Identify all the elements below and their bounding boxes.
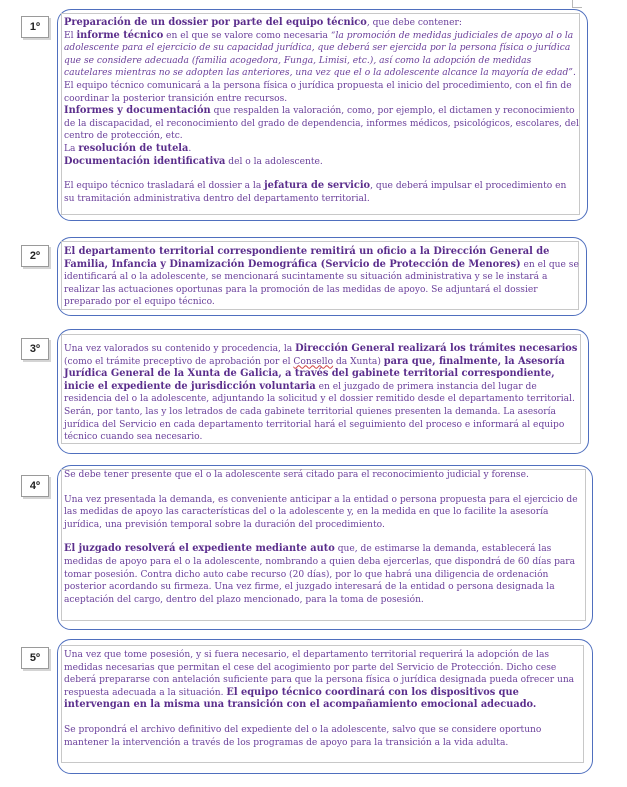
juzgado-paragraph: El juzgado resolverá el expediente mediante auto que, de estimarse la demanda, establecerá las medidas de apoyo para el o la adolescente, nombrando a quien deba ejercerlas, que dispondrá de 60 días para tomar posesión. Contra dicho auto cabe recurso (20 días), por lo que habrá una diligencia de ordenación posterior acordando su firmeza. Una vez firme, el juzgado interesará de la entidad o persona designada la aceptación del cargo, dentro del plazo mencionado, para la toma de posesión. bbox=[64, 543, 576, 605]
toma-posesion-paragraph: Una vez que tome posesión, y si fuera necesario, el departamento territorial requerirá la adopción de las medidas necesarias que permitan el cese del acogimiento por parte del Servicio de Protección. Dicho cese deberá prepararse con antelación suficiente para que la persona física o jurídica designada pueda ofrecer una respuesta adecuada a la situación. El equipo técnico coordinará con los dispositivos que intervengan en la misma una transición con el acompañamiento emocional adecuado. bbox=[64, 650, 575, 711]
informe-tecnico-paragraph: El informe técnico en el que se valore como necesaria “la promoción de medidas judiciales de apoyo al o la adolescente para el ejercicio de su capacidad jurídica, que deberá ser ejercida por la persona física o jurídica que se considere adecuada (familia acogedora, Funga, Limisi, etc.), así como la adopción de medidas cautelares mientras no se adopten las anteriores, una vez que el o la adolescente alcance la mayoría de edad”. El equipo técnico comunicará a la persona física o jurídica propuesta el inicio del procedimiento, con el fin de coordinar la posterior transición entre recursos. bbox=[64, 29, 576, 104]
tutela-paragraph: La resolución de tutela. bbox=[64, 142, 192, 154]
step-2-number: 2º bbox=[21, 245, 49, 267]
demanda-paragraph: Una vez presentada la demanda, es conveniente anticipar a la entidad o persona propuesta para el ejercicio de las medidas de apoyo las características del o la adolescente y, en la medida en que lo facilite la asesoría jurídica, una previsión temporal sobre la duración del procedimiento. bbox=[64, 494, 578, 530]
informes-paragraph: Informes y documentación que respalden la valoración, como, por ejemplo, el dictamen y reconocimiento de la discapacidad, el reconocimiento del grado de dependencia, informes médicos, psicológicos, escolares, del centro de protección, etc. bbox=[64, 105, 579, 142]
step-1-number: 1º bbox=[21, 16, 49, 38]
citacion-paragraph: Se debe tener presente que el o la adolescente será citado para el reconocimiento judicial y forense. bbox=[64, 470, 529, 480]
step-3-number: 3º bbox=[21, 338, 49, 360]
step-5-text bbox=[64, 649, 582, 749]
traslado-paragraph: El equipo técnico trasladará el dossier a la jefatura de servicio, que deberá impulsar el procedimiento en su tramitación administrativa dentro del departamento territorial. bbox=[64, 180, 567, 204]
page-corner-mark bbox=[572, 7, 582, 8]
archivo-paragraph: Se propondrá el archivo definitivo del expediente del o la adolescente, salvo que se considere oportuno mantener la intervención a través de los programas de apoyo para la transición a la vida adulta. bbox=[64, 724, 542, 748]
step-4-text bbox=[64, 469, 586, 606]
step-4-number: 4º bbox=[21, 475, 49, 497]
dossier-heading: Preparación de un dossier por parte del equipo técnico, que debe contener: bbox=[64, 17, 462, 28]
documentacion-paragraph: Documentación identificativa del o la adolescente. bbox=[64, 155, 323, 167]
step-3-text: Una vez valorados su contenido y procedencia, la Dirección General realizará los trámites necesarios (como el trámite preceptivo de aprobación por el Consello da Xunta) para que, finalmente, la Asesoría Jurídica General de la Xunta de Galicia, a través del gabinete territorial correspondiente, inicie el expediente de jurisdicción voluntaria en el juzgado de primera instancia del lugar de residencia del o la adolescente, adjuntando la solicitud y el dossier remitido desde el departamento territorial. Serán, por tanto, las y los letrados de cada gabinete territorial quienes presenten la demanda. La asesoría jurídica del Servicio en cada departamento territorial hará el seguimiento del proceso e informará al equipo técnico cuando sea necesario. bbox=[64, 343, 578, 443]
step-1-text bbox=[64, 17, 579, 205]
step-5-number: 5º bbox=[21, 647, 49, 669]
step-2-text: El departamento territorial correspondiente remitirá un oficio a la Dirección General de Familia, Infancia y Dinamización Demográfica (Servicio de Protección de Menores) en el que se identificará al o la adolescente, se mencionará sucintamente su situación administrativa y se le instará a realizar las actuaciones oportunas para la promoción de las medidas de apoyo. Se adjuntará el dossier preparado por el equipo técnico. bbox=[64, 246, 579, 308]
